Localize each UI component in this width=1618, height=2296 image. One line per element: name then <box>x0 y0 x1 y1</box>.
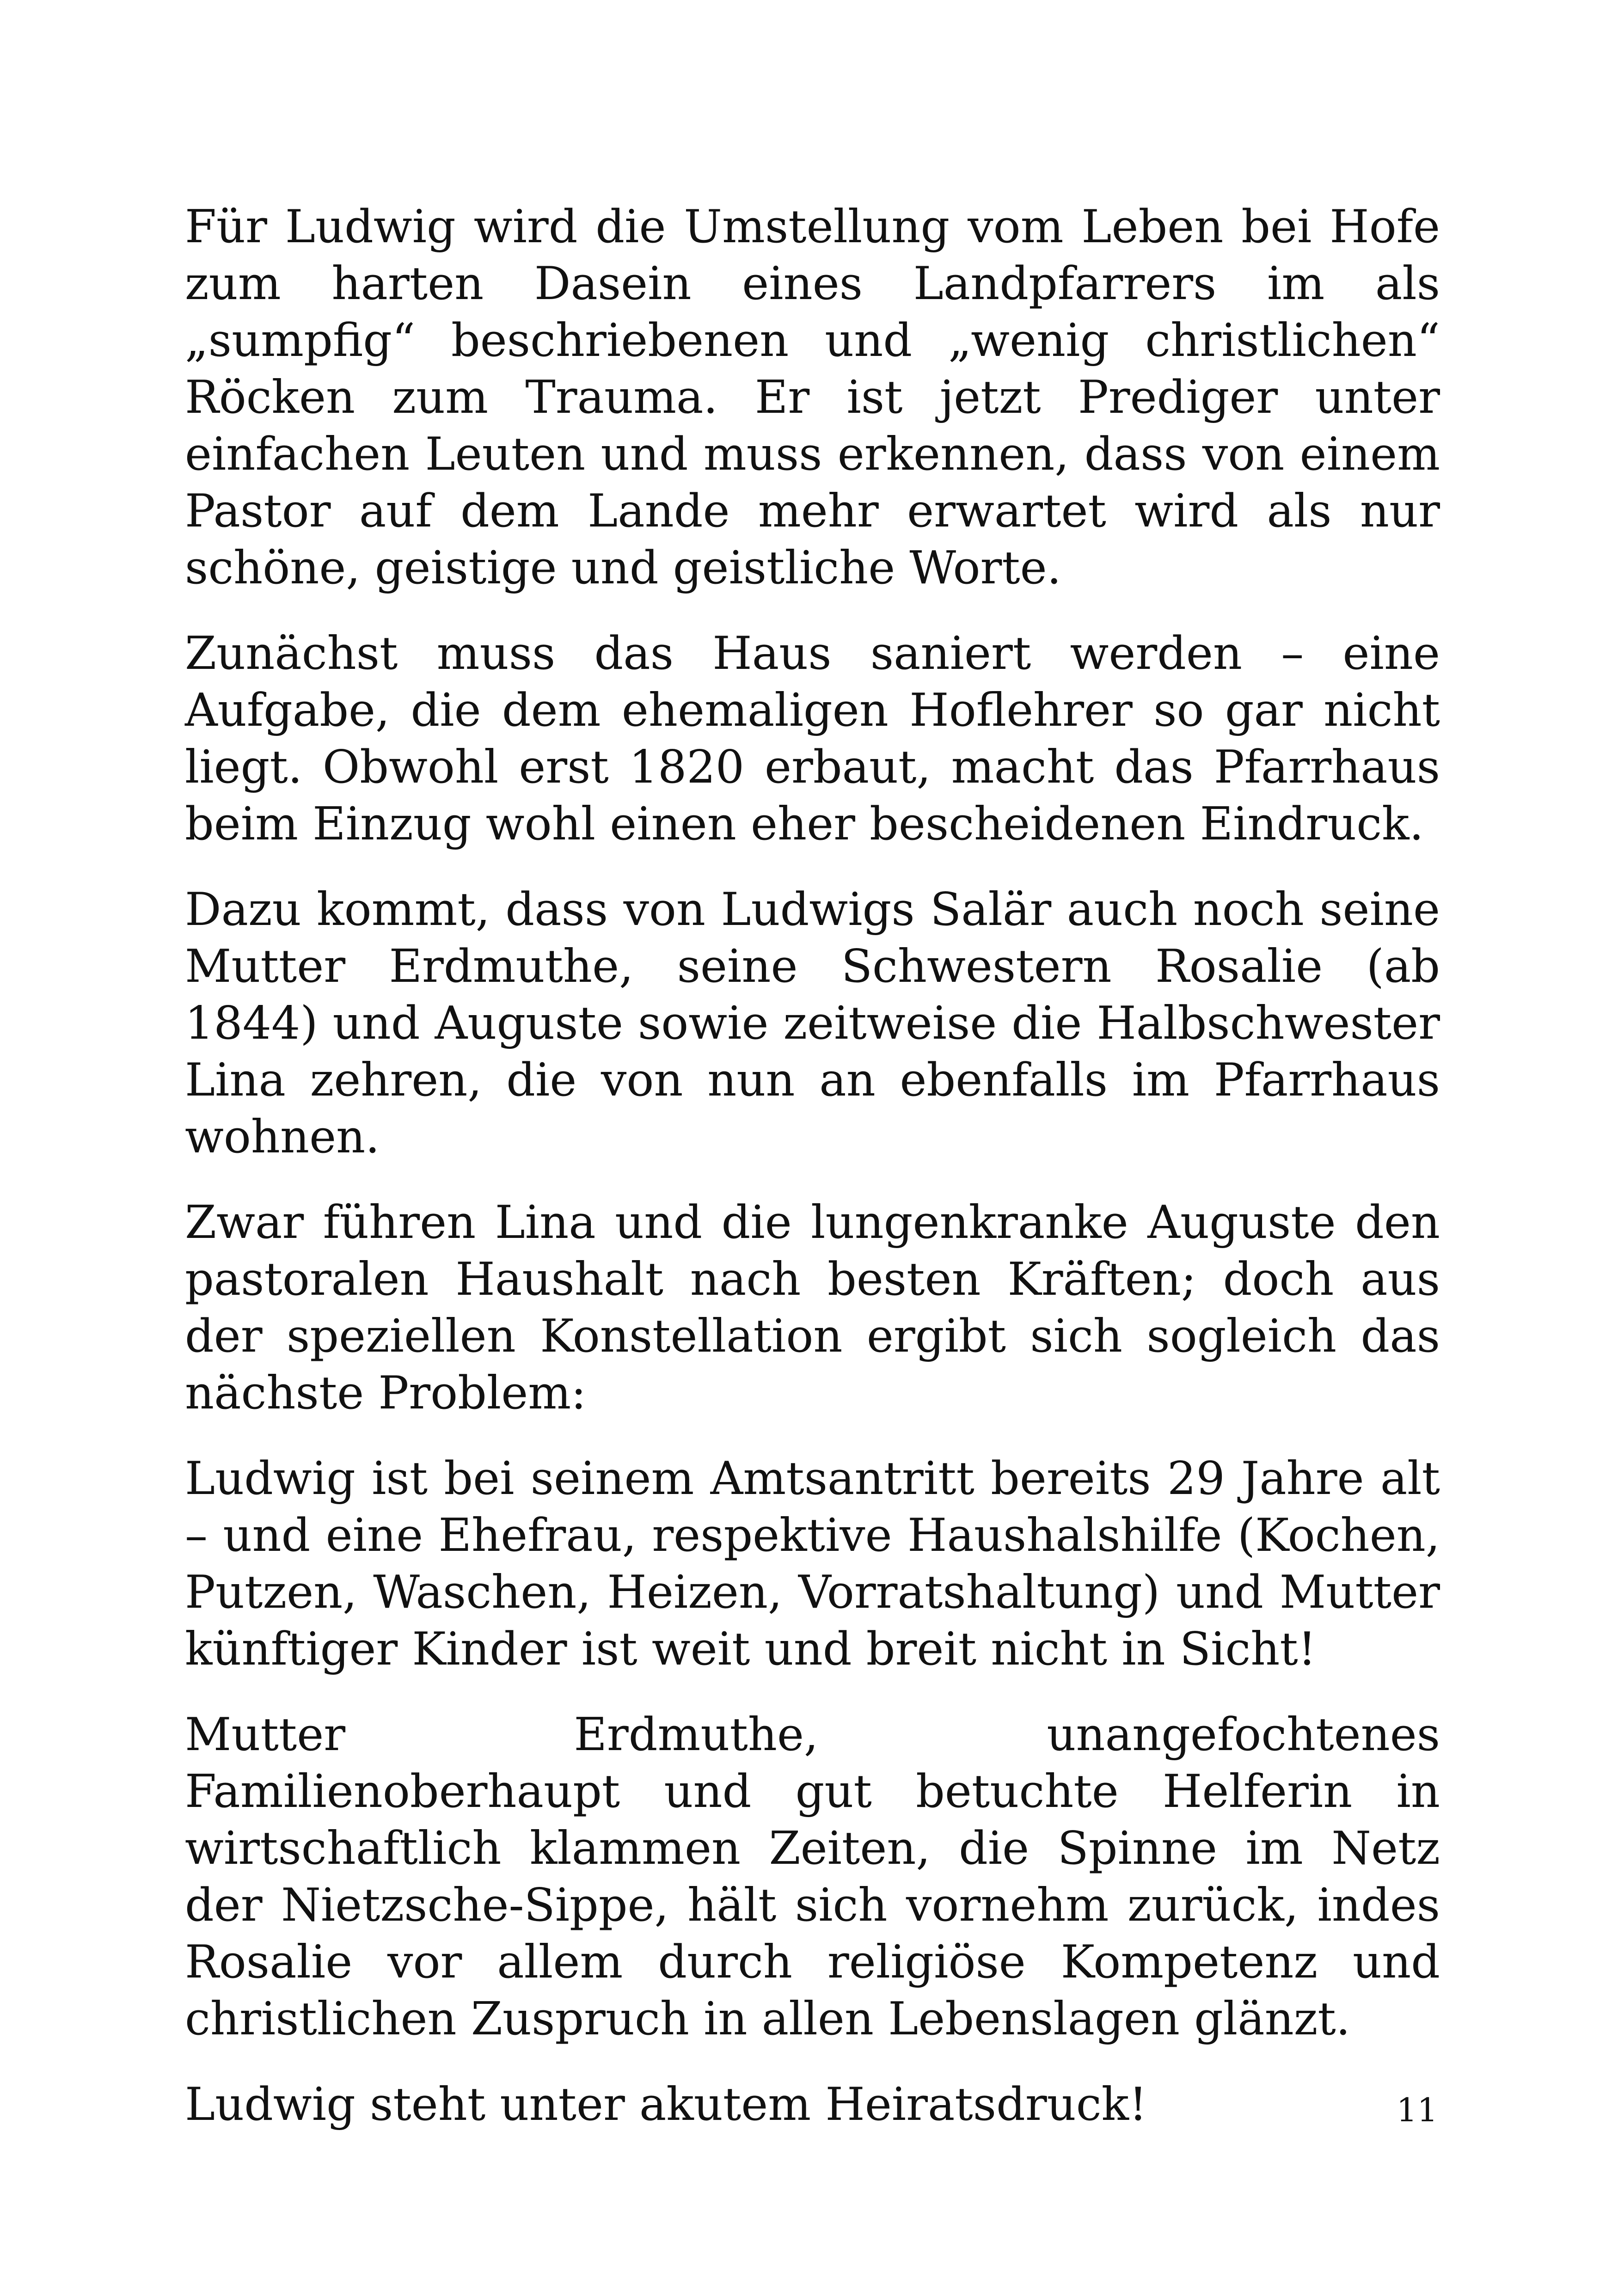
paragraph-2: Zunächst muss das Haus saniert werden – eine Aufgabe, die dem ehemaligen Hoflehrer so gar nicht liegt. Obwohl erst 1820 erbaut, macht das Pfarrhaus beim Einzug wohl einen eher bescheidenen Eindruck. <box>185 627 1440 851</box>
paragraph-6: Mutter Erdmuthe, unangefochtenes Familienoberhaupt und gut betuchte Helferin in wirtschaftlich klammen Zeiten, die Spinne im Netz der Nietzsche-Sippe, hält sich vornehm zurück, indes Rosalie vor allem durch religiöse Kompetenz und christlichen Zuspruch in allen Lebenslagen glänzt. <box>185 1708 1440 2045</box>
paragraph-5: Ludwig ist bei seinem Amtsantritt bereits 29 Jahre alt – und eine Ehefrau, respektive Haushalshilfe (Kochen, Putzen, Waschen, Heizen, Vorratshaltung) und Mutter künftiger Kinder ist weit und breit nicht in Sicht! <box>185 1452 1440 1676</box>
paragraph-1: Für Ludwig wird die Umstellung vom Leben bei Hofe zum harten Dasein eines Landpfarrers im als „sumpfig“ beschriebenen und „wenig christlichen“ Röcken zum Trauma. Er ist jetzt Prediger unter einfachen Leuten und muss erkennen, dass von einem Pastor auf dem Lande mehr erwartet wird als nur schöne, geistige und geistliche Worte. <box>185 201 1440 594</box>
body-text <box>185 199 1440 2162</box>
paragraph-3: Dazu kommt, dass von Ludwigs Salär auch noch seine Mutter Erdmuthe, seine Schwestern Rosalie (ab 1844) und Auguste sowie zeitweise die Halbschwester Lina zehren, die von nun an ebenfalls im Pfarrhaus wohnen. <box>185 883 1440 1163</box>
paragraph-4: Zwar führen Lina und die lungenkranke Auguste den pastoralen Haushalt nach besten Kräften; doch aus der speziellen Konstellation ergibt sich sogleich das nächste Problem: <box>185 1196 1440 1420</box>
paragraph-7: Ludwig steht unter akutem Heiratsdruck! <box>185 2078 1147 2131</box>
page-number: 11 <box>1396 2091 1438 2129</box>
